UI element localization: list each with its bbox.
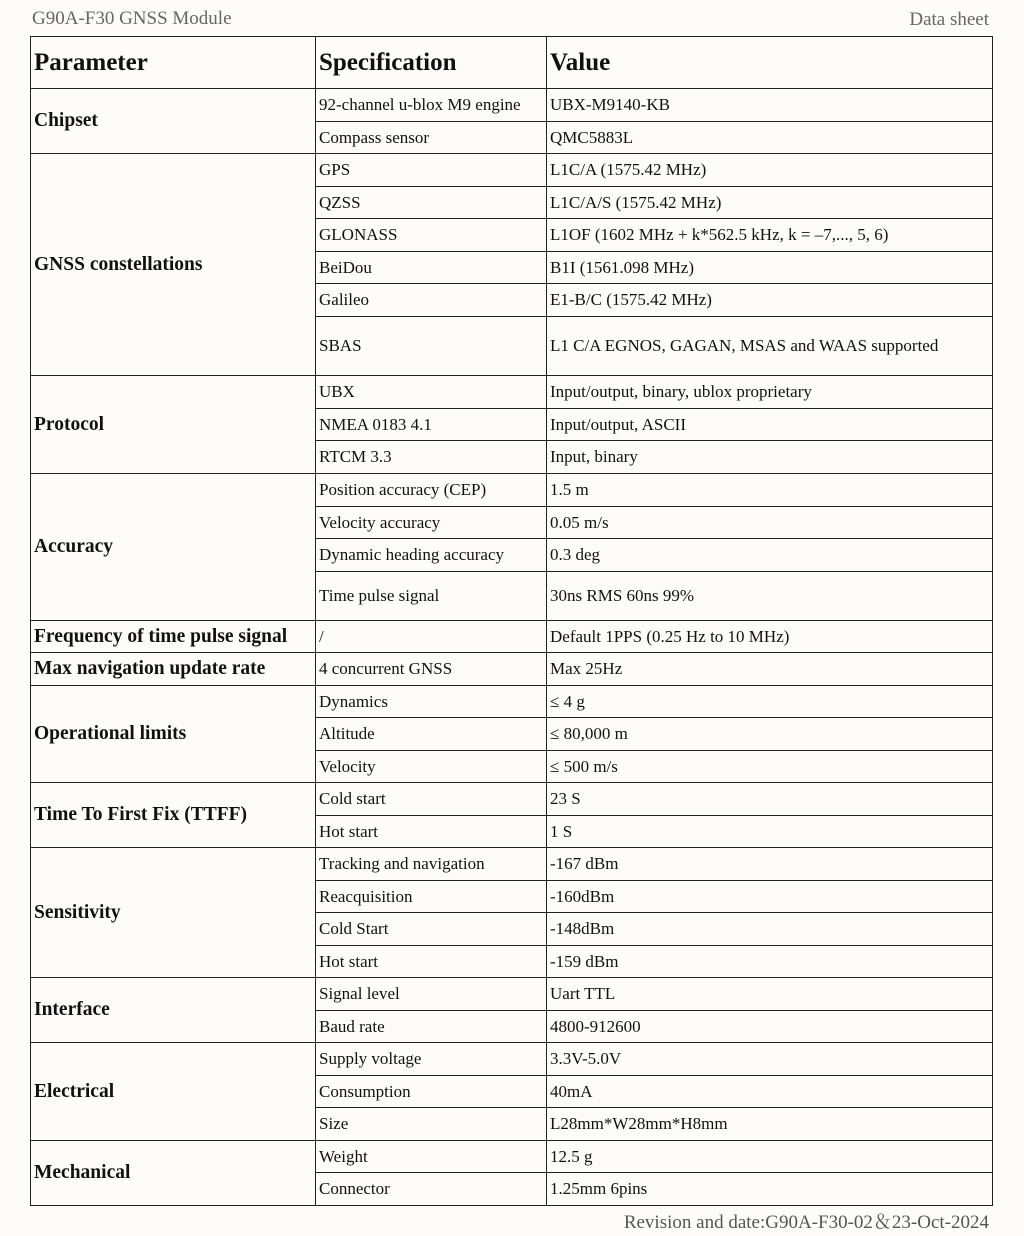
specification-cell: GLONASS: [316, 219, 547, 252]
value-cell: 4800-912600: [547, 1011, 993, 1043]
value-cell: Input/output, ASCII: [547, 409, 993, 441]
value-cell: 30ns RMS 60ns 99%: [547, 572, 993, 621]
spec-table: [30, 36, 993, 1206]
specification-cell: Signal level: [316, 978, 547, 1011]
table-row: [31, 686, 993, 718]
parameter-cell: Protocol: [31, 376, 316, 474]
document-type: Data sheet: [909, 9, 989, 30]
table-row: [31, 376, 993, 409]
value-cell: UBX-M9140-KB: [547, 89, 993, 122]
value-cell: ≤ 80,000 m: [547, 718, 993, 751]
specification-cell: QZSS: [316, 187, 547, 219]
parameter-cell: Interface: [31, 978, 316, 1043]
specification-cell: 4 concurrent GNSS: [316, 653, 547, 686]
value-cell: 0.05 m/s: [547, 507, 993, 539]
parameter-cell: GNSS constellations: [31, 154, 316, 376]
value-cell: 3.3V-5.0V: [547, 1043, 993, 1076]
value-cell: -167 dBm: [547, 848, 993, 881]
table-header-row: [31, 37, 993, 89]
value-cell: L1C/A/S (1575.42 MHz): [547, 187, 993, 219]
value-cell: Input/output, binary, ublox proprietary: [547, 376, 993, 409]
parameter-cell: Max navigation update rate: [31, 653, 316, 686]
value-cell: ≤ 500 m/s: [547, 751, 993, 783]
parameter-cell: Operational limits: [31, 686, 316, 783]
specification-cell: Weight: [316, 1141, 547, 1173]
value-cell: -148dBm: [547, 913, 993, 946]
value-cell: 1.5 m: [547, 474, 993, 507]
specification-cell: Hot start: [316, 816, 547, 848]
specification-cell: Dynamics: [316, 686, 547, 718]
column-header-parameter: Parameter: [31, 37, 316, 89]
specification-cell: Consumption: [316, 1076, 547, 1108]
value-cell: Max 25Hz: [547, 653, 993, 686]
value-cell: Input, binary: [547, 441, 993, 474]
revision-footer: Revision and date:G90A-F30-02＆23-Oct-2024: [623, 1212, 989, 1233]
value-cell: L1 C/A EGNOS, GAGAN, MSAS and WAAS supported: [547, 317, 993, 376]
table-row: [31, 978, 993, 1011]
table-row: [31, 89, 993, 122]
specification-cell: Velocity accuracy: [316, 507, 547, 539]
value-cell: B1I (1561.098 MHz): [547, 252, 993, 284]
value-cell: L1C/A (1575.42 MHz): [547, 154, 993, 187]
table-row: [31, 154, 993, 187]
table-row: [31, 1141, 993, 1173]
specification-cell: Compass sensor: [316, 122, 547, 154]
parameter-cell: Chipset: [31, 89, 316, 154]
specification-cell: GPS: [316, 154, 547, 187]
specification-cell: Supply voltage: [316, 1043, 547, 1076]
parameter-cell: Accuracy: [31, 474, 316, 621]
parameter-cell: Mechanical: [31, 1141, 316, 1206]
table-row: [31, 621, 993, 653]
value-cell: E1-B/C (1575.42 MHz): [547, 284, 993, 317]
specification-cell: Tracking and navigation: [316, 848, 547, 881]
specification-cell: Time pulse signal: [316, 572, 547, 621]
specification-cell: Position accuracy (CEP): [316, 474, 547, 507]
value-cell: 1 S: [547, 816, 993, 848]
value-cell: ≤ 4 g: [547, 686, 993, 718]
table-row: [31, 1043, 993, 1076]
specification-cell: Cold start: [316, 783, 547, 816]
specification-cell: NMEA 0183 4.1: [316, 409, 547, 441]
parameter-cell: Sensitivity: [31, 848, 316, 978]
specification-cell: 92-channel u-blox M9 engine: [316, 89, 547, 122]
value-cell: 40mA: [547, 1076, 993, 1108]
parameter-cell: Time To First Fix (TTFF): [31, 783, 316, 848]
table-row: [31, 783, 993, 816]
document-title: G90A-F30 GNSS Module: [32, 8, 232, 29]
specification-cell: UBX: [316, 376, 547, 409]
value-cell: QMC5883L: [547, 122, 993, 154]
value-cell: L28mm*W28mm*H8mm: [547, 1108, 993, 1141]
value-cell: 12.5 g: [547, 1141, 993, 1173]
table-row: [31, 653, 993, 686]
specification-cell: Baud rate: [316, 1011, 547, 1043]
parameter-cell: Frequency of time pulse signal: [31, 621, 316, 653]
value-cell: Uart TTL: [547, 978, 993, 1011]
specification-cell: Reacquisition: [316, 881, 547, 913]
specification-cell: RTCM 3.3: [316, 441, 547, 474]
specification-cell: BeiDou: [316, 252, 547, 284]
value-cell: 23 S: [547, 783, 993, 816]
value-cell: L1OF (1602 MHz + k*562.5 kHz, k = –7,..., 5, 6): [547, 219, 993, 252]
specification-cell: Altitude: [316, 718, 547, 751]
spec-table-body: [31, 89, 993, 1206]
specification-cell: Size: [316, 1108, 547, 1141]
value-cell: -159 dBm: [547, 946, 993, 978]
table-row: [31, 848, 993, 881]
table-row: [31, 474, 993, 507]
column-header-specification: Specification: [316, 37, 547, 89]
parameter-cell: Electrical: [31, 1043, 316, 1141]
value-cell: 0.3 deg: [547, 539, 993, 572]
specification-cell: SBAS: [316, 317, 547, 376]
value-cell: -160dBm: [547, 881, 993, 913]
specification-cell: Dynamic heading accuracy: [316, 539, 547, 572]
specification-cell: Cold Start: [316, 913, 547, 946]
specification-cell: Hot start: [316, 946, 547, 978]
specification-cell: Connector: [316, 1173, 547, 1206]
value-cell: 1.25mm 6pins: [547, 1173, 993, 1206]
specification-cell: Velocity: [316, 751, 547, 783]
column-header-value: Value: [547, 37, 993, 89]
value-cell: Default 1PPS (0.25 Hz to 10 MHz): [547, 621, 993, 653]
specification-cell: /: [316, 621, 547, 653]
specification-cell: Galileo: [316, 284, 547, 317]
